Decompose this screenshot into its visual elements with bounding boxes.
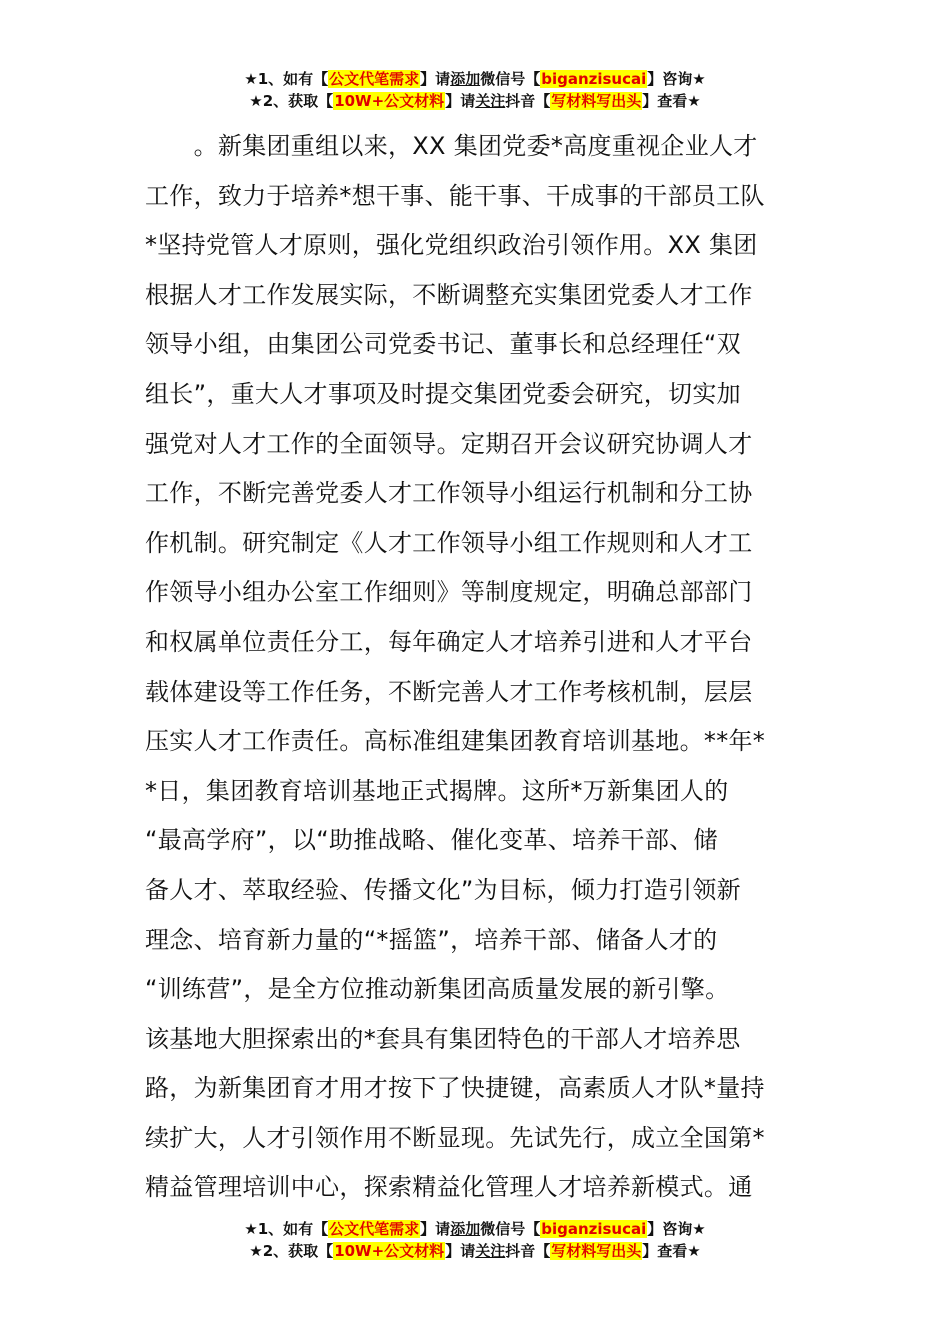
banner-text: ★2、获取【	[249, 92, 334, 110]
body-line: 工作，不断完善党委人才工作领导小组运行机制和分工协	[145, 479, 753, 508]
banner-highlight: 公文代笔需求	[329, 70, 420, 88]
banner-highlight: 10W+公文材料	[334, 92, 445, 110]
body-line: 根据人才工作发展实际，不断调整充实集团党委人才工作	[145, 280, 753, 309]
body-line: 领导小组，由集团公司党委书记、董事长和总经理任“双	[145, 330, 741, 359]
banner-text: ★1、如有【	[244, 70, 329, 88]
banner-highlight: 写材料写出头	[551, 92, 642, 110]
body-line: 组长”，重大人才事项及时提交集团党委会研究，切实加	[145, 379, 741, 408]
body-line: 强党对人才工作的全面领导。定期召开会议研究协调人才	[145, 429, 753, 458]
body-line: 作领导小组办公室工作细则》等制度规定，明确总部部门	[145, 578, 753, 607]
banner-text: 】咨询★	[647, 1220, 706, 1238]
body-line: “最高学府”，以“助推战略、催化变革、培养干部、储	[145, 826, 718, 855]
banner-text: 】查看★	[642, 92, 701, 110]
banner-text: 】请	[445, 92, 476, 110]
banner-highlight: 公文代笔需求	[329, 1220, 420, 1238]
body-line: 续扩大，人才引领作用不断显现。先试先行，成立全国第*	[145, 1123, 765, 1152]
body-line: 。新集团重组以来，XX 集团党委*高度重视企业人才	[145, 132, 758, 160]
banner-text: 抖音【	[505, 1242, 551, 1260]
body-line: 路，为新集团育才用才按下了快捷键，高素质人才队*量持	[145, 1074, 765, 1103]
header-banner	[0, 68, 950, 112]
banner-underline: 添加	[450, 1220, 481, 1238]
body-line: 理念、培育新力量的“*摇篮”，培养干部、储备人才的	[145, 925, 718, 954]
banner-text: 】查看★	[642, 1242, 701, 1260]
banner-highlight: 10W+公文材料	[334, 1242, 445, 1260]
banner-underline: 添加	[450, 70, 481, 88]
footer-banner	[0, 1218, 950, 1262]
banner-highlight: biganzisucai	[541, 70, 647, 88]
banner-text: 】请	[445, 1242, 476, 1260]
body-line: *坚持党管人才原则，强化党组织政治引领作用。XX 集团	[145, 231, 758, 260]
banner-text: 】请	[420, 70, 451, 88]
banner-text: 抖音【	[505, 92, 551, 110]
body-line: “训练营”，是全方位推动新集团高质量发展的新引擎。	[145, 975, 730, 1004]
banner-line-2	[0, 1240, 950, 1262]
banner-text: 微信号【	[480, 1220, 541, 1238]
banner-line-1	[0, 68, 950, 90]
banner-line-1	[0, 1218, 950, 1240]
banner-text: ★1、如有【	[244, 1220, 329, 1238]
body-line: 载体建设等工作任务，不断完善人才工作考核机制，层层	[145, 677, 753, 706]
banner-text: 】咨询★	[647, 70, 706, 88]
body-line: 精益管理培训中心，探索精益化管理人才培养新模式。通	[145, 1173, 753, 1202]
body-line: *日，集团教育培训基地正式揭牌。这所*万新集团人的	[145, 776, 729, 805]
banner-text: 微信号【	[480, 70, 541, 88]
body-line: 压实人才工作责任。高标准组建集团教育培训基地。**年*	[145, 727, 766, 756]
document-body	[145, 122, 810, 1213]
body-line: 作机制。研究制定《人才工作领导小组工作规则和人才工	[145, 528, 753, 557]
banner-text: ★2、获取【	[249, 1242, 334, 1260]
body-line: 备人才、萃取经验、传播文化”为目标，倾力打造引领新	[145, 875, 741, 904]
banner-highlight: biganzisucai	[541, 1220, 647, 1238]
banner-underline: 关注	[475, 92, 506, 110]
body-line: 该基地大胆探索出的*套具有集团特色的干部人才培养思	[145, 1024, 741, 1053]
body-line: 工作，致力于培养*想干事、能干事、干成事的干部员工队	[145, 181, 765, 210]
banner-text: 】请	[420, 1220, 451, 1238]
banner-line-2	[0, 90, 950, 112]
banner-highlight: 写材料写出头	[551, 1242, 642, 1260]
body-line: 和权属单位责任分工，每年确定人才培养引进和人才平台	[145, 627, 753, 656]
banner-underline: 关注	[475, 1242, 506, 1260]
